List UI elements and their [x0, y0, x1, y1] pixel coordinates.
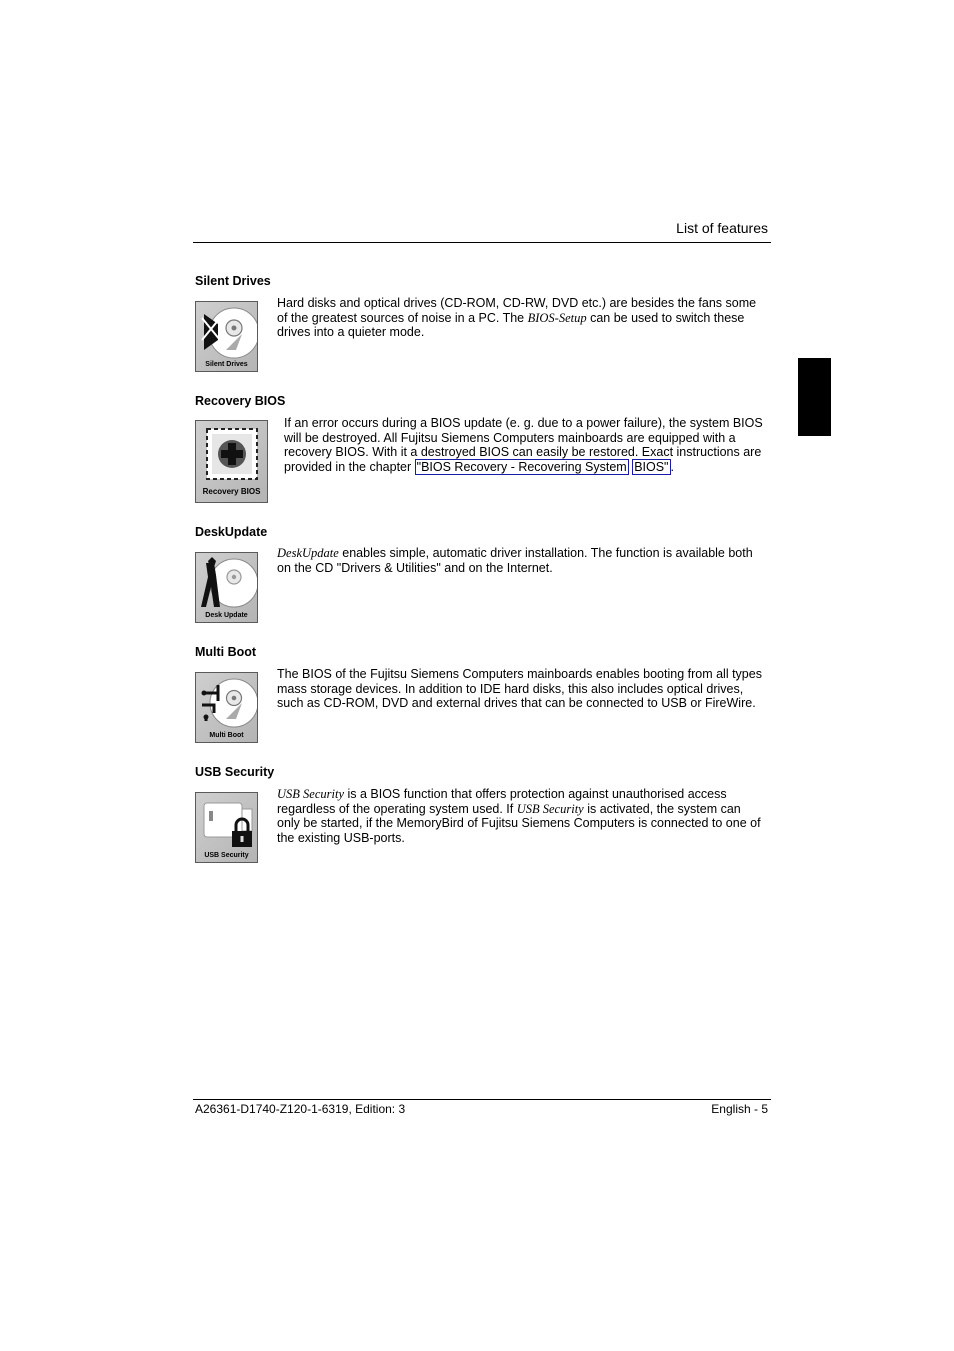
term-deskupdate: DeskUpdate [277, 546, 339, 560]
silent-drives-text-1: Hard disks and optical drives (CD-ROM, CD-RW, DVD etc.) are besides the fans some of the greatest sources of noise in a PC. The [277, 296, 757, 325]
silent-drives-icon [195, 301, 258, 372]
desk-update-icon [195, 552, 258, 623]
recovery-bios-text-1: If an error occurs during a BIOS update (e. g. due to a power failure), the system BIOS will be destroyed. All Fujitsu Siemens Computers mainboards are equipped with a recovery BIOS. With it a destroyed BIOS can easily be restored. Exact instructions are provided in the chapter [284, 416, 763, 474]
paragraph-multi-boot: The BIOS of the Fujitsu Siemens Computers mainboards enables booting from all types mass storage devices. In addition to IDE hard disks, this also includes optical drives, such as CD-ROM, DVD and external drives that can be connected to USB or FireWire. [277, 667, 762, 711]
term-usb-security: USB Security [277, 787, 344, 801]
paragraph-recovery-bios [284, 416, 764, 474]
header-rule [193, 242, 771, 243]
deskupdate-text-1: enables simple, automatic driver installation. The function is available both on the CD "Drivers & Utilities" and on the Internet. [277, 546, 753, 575]
recovery-bios-text-2: . [670, 459, 674, 474]
page-number: English - 5 [711, 1102, 768, 1116]
paragraph-silent-drives [277, 296, 767, 340]
icon-caption-desk-update: Desk Update [205, 612, 248, 619]
icon-caption-silent-drives: Silent Drives [205, 361, 248, 368]
section-title-usb-security: USB Security [195, 765, 275, 779]
chapter-thumb-tab [798, 358, 831, 436]
link-bios-recovery-chapter-cont[interactable]: BIOS" [634, 459, 669, 474]
link-bios-recovery-chapter[interactable]: "BIOS Recovery - Recovering System [416, 459, 627, 474]
section-title-recovery-bios: Recovery BIOS [195, 394, 286, 408]
term-bios-setup: BIOS-Setup [527, 310, 587, 325]
usb-security-icon [195, 792, 258, 863]
icon-caption-recovery-bios: Recovery BIOS [202, 487, 261, 496]
document-id: A26361-D1740-Z120-1-6319, Edition: 3 [195, 1102, 406, 1116]
running-header: List of features [676, 220, 768, 236]
usb-security-text-2: is activated, the system can only be started, if the MemoryBird of Fujitsu Siemens Computers is connected to one of the existing USB-ports. [277, 801, 761, 845]
silent-drives-text-2: can be used to switch these drives into a quieter mode. [277, 310, 745, 340]
icon-caption-multi-boot: Multi Boot [209, 732, 244, 739]
paragraph-deskupdate [277, 546, 767, 575]
term-usb-security-2: USB Security [516, 801, 584, 816]
section-title-silent-drives: Silent Drives [195, 274, 271, 288]
footer-rule [193, 1099, 771, 1100]
section-title-multi-boot: Multi Boot [195, 645, 257, 659]
section-title-deskupdate: DeskUpdate [195, 525, 268, 539]
recovery-bios-icon [195, 420, 268, 503]
paragraph-usb-security [277, 787, 767, 845]
icon-caption-usb-security: USB Security [204, 852, 249, 859]
multi-boot-icon [195, 672, 258, 743]
usb-security-text-1: is a BIOS function that offers protection against unauthorised access regardless of the operating system used. If [277, 787, 727, 816]
